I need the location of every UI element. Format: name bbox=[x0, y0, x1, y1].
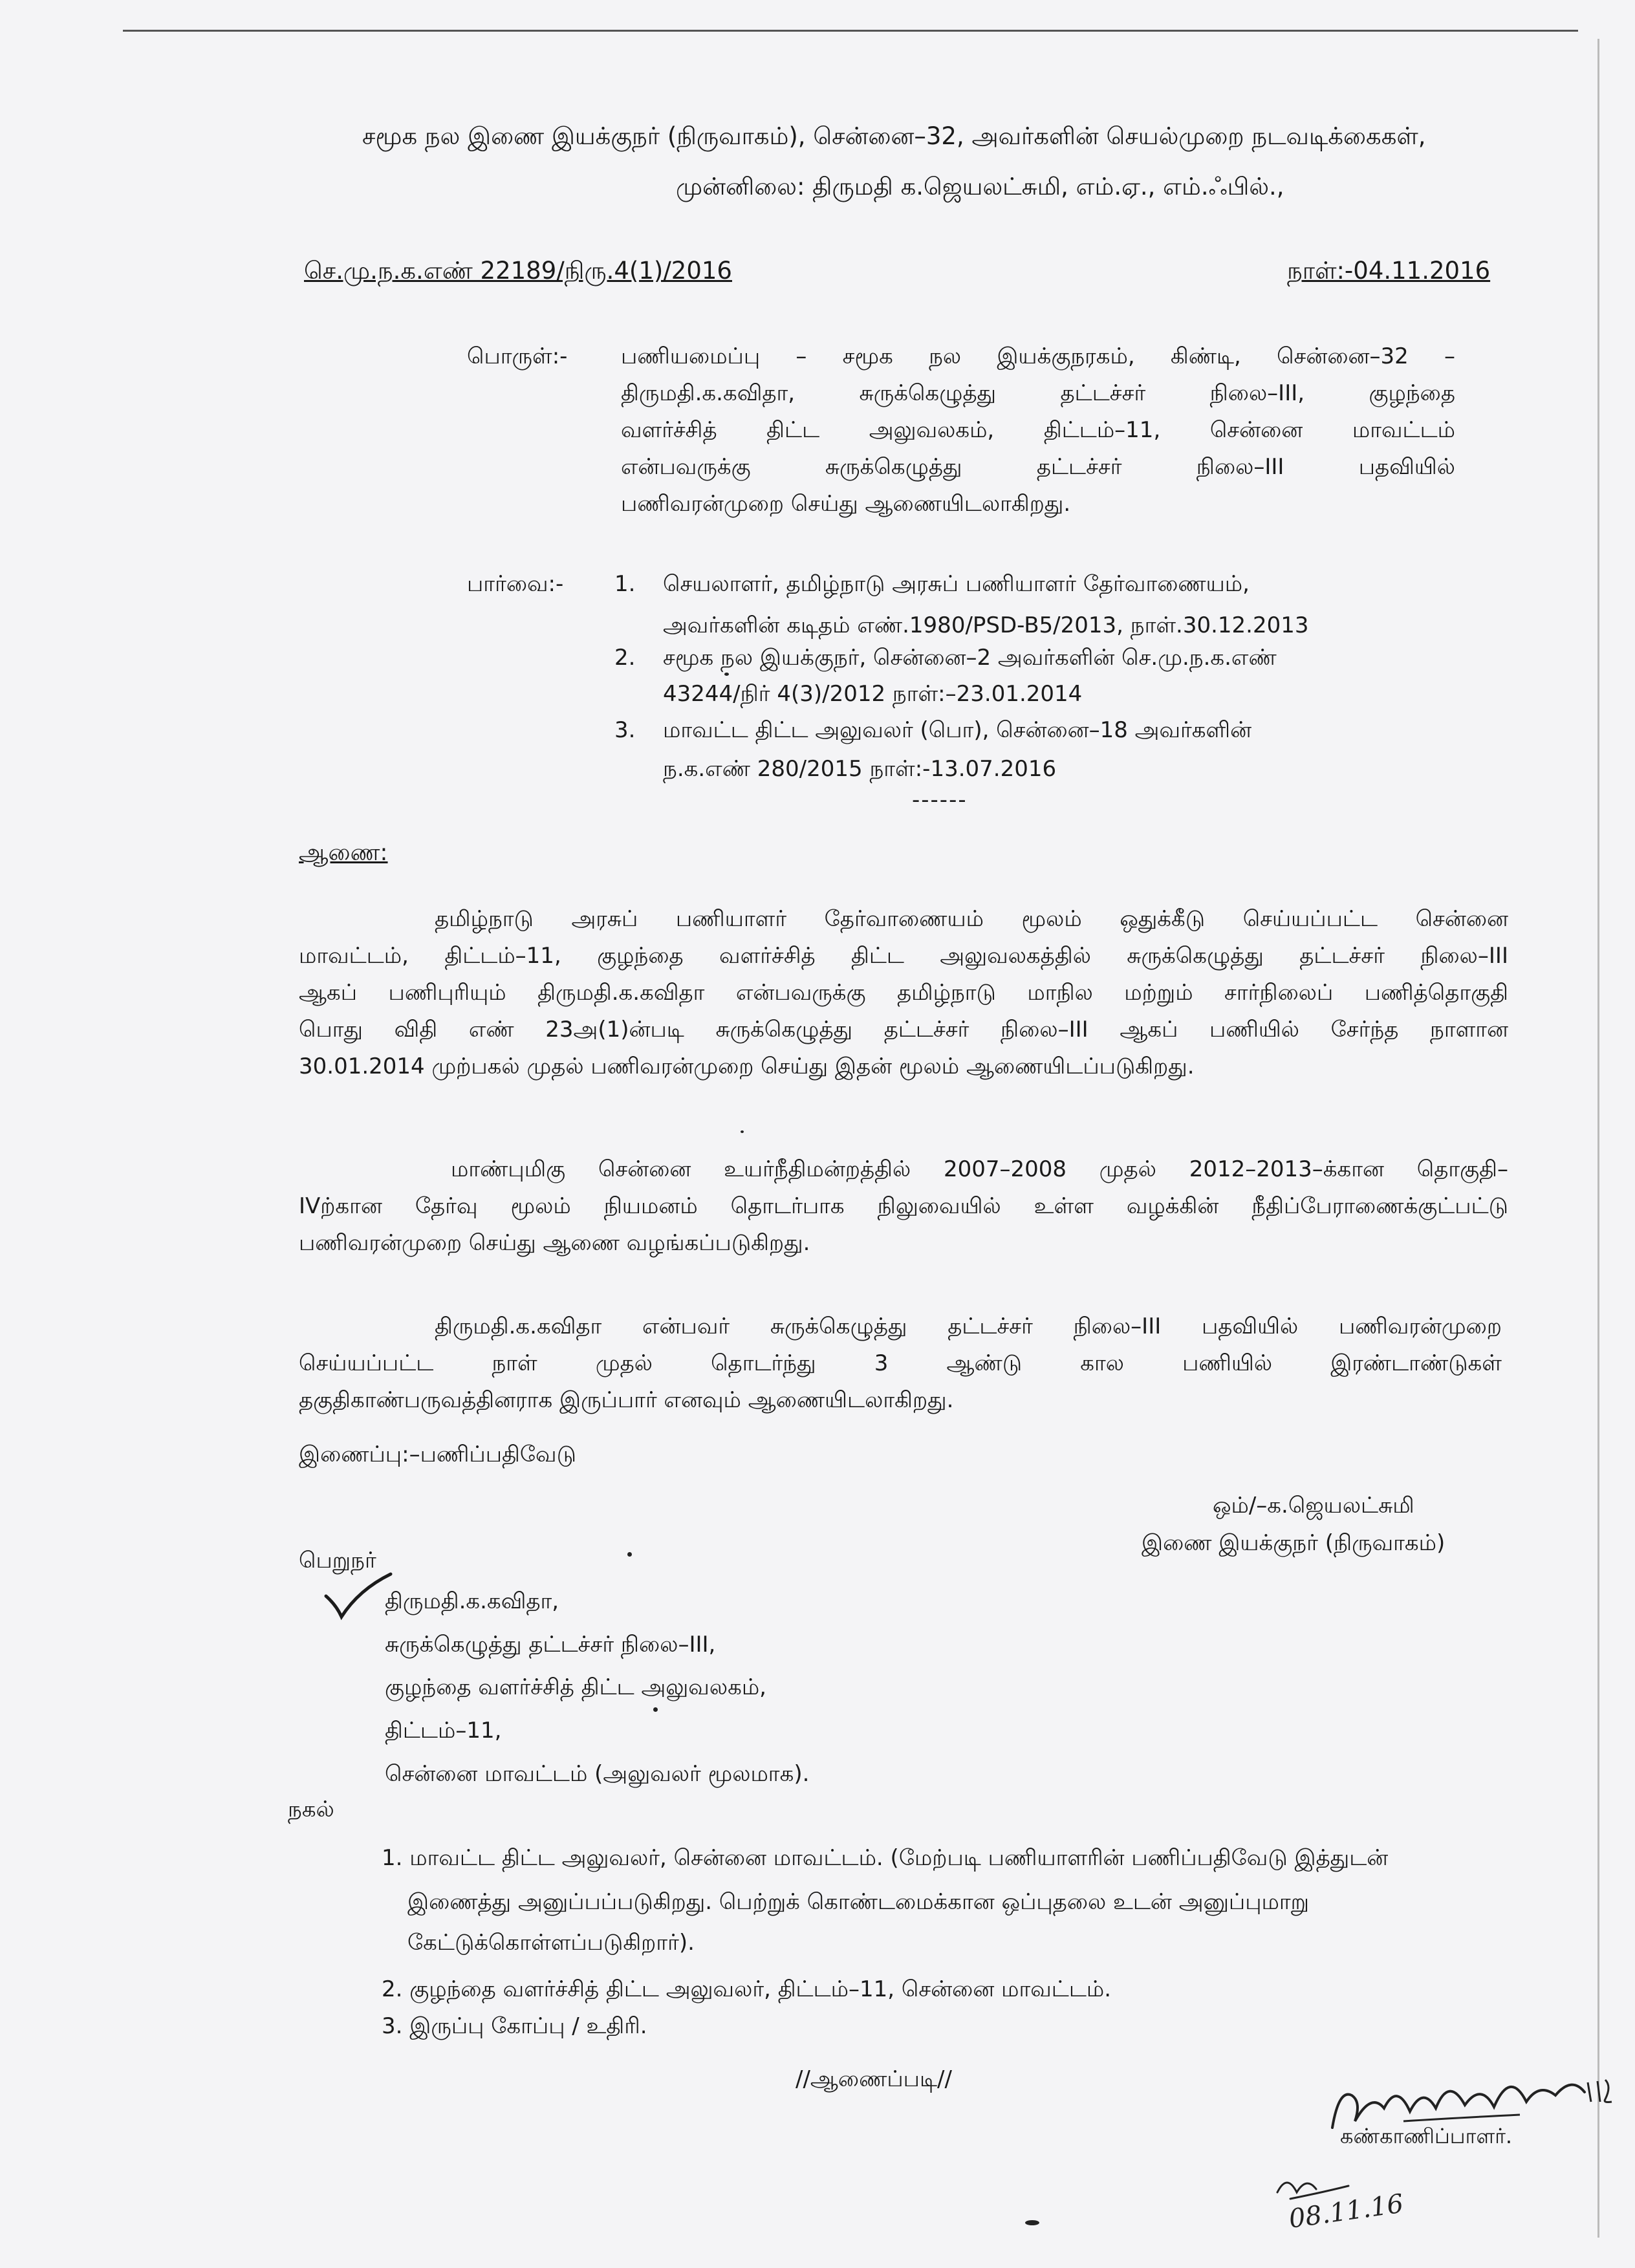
paragraph-line: தமிழ்நாடு அரசுப் பணியாளர் தேர்வாணையம் மூலம் ஒதுக்கீடு செய்யப்பட்ட சென்னை bbox=[435, 906, 1508, 932]
copy-footer: //ஆணைப்படி// bbox=[796, 2066, 952, 2092]
recipient-line: திட்டம்–11, bbox=[385, 1718, 502, 1744]
paragraph-line: செய்யப்பட்ட நாள் முதல் தொடர்ந்து 3 ஆண்டு கால பணியில் இரண்டாண்டுகள் bbox=[299, 1350, 1502, 1376]
copy-item-line: 3. இருப்பு கோப்பு / உதிரி. bbox=[382, 2013, 647, 2039]
order-paragraph-1 bbox=[299, 901, 1508, 1085]
copy-item-line: கேட்டுக்கொள்ளப்படுகிறார்). bbox=[407, 1930, 695, 1956]
recipient-label: பெறுநர் bbox=[299, 1548, 376, 1573]
paragraph-line: 30.01.2014 முற்பகல் முதல் பணிவரன்முறை செய்து இதன் மூலம் ஆணையிடப்படுகிறது. bbox=[299, 1053, 1195, 1079]
paragraph-line: ஆகப் பணிபுரியும் திருமதி.க.கவிதா என்பவருக்கு தமிழ்நாடு மாநில மற்றும் சார்நிலைப் பணித்தொகுதி bbox=[299, 980, 1508, 1006]
reference-item-line: செயலாளர், தமிழ்நாடு அரசுப் பணியாளர் தேர்வாணையம், bbox=[663, 571, 1250, 597]
order-title: ஆணை: bbox=[299, 839, 388, 866]
scan-speck bbox=[653, 1707, 658, 1712]
top-border-line bbox=[123, 30, 1578, 32]
subject-line: வளர்ச்சித் திட்ட அலுவலகம், திட்டம்–11, சென்னை மாவட்டம் bbox=[621, 417, 1455, 443]
reference-item-number: 1. bbox=[614, 571, 636, 597]
right-border-line bbox=[1597, 39, 1599, 2238]
recipient-line: சுருக்கெழுத்து தட்டச்சர் நிலை–III, bbox=[385, 1632, 716, 1658]
order-paragraph-2 bbox=[299, 1151, 1508, 1262]
paragraph-line: பொது விதி எண் 23அ(1)ன்படி சுருக்கெழுத்து தட்டச்சர் நிலை–III ஆகப் பணியில் சேர்ந்த நாளான bbox=[299, 1017, 1508, 1042]
reference-item-line: 43244/நிர் 4(3)/2012 நாள்:–23.01.2014 bbox=[663, 681, 1083, 707]
scan-speck bbox=[1025, 2220, 1039, 2225]
copy-item-line: 1. மாவட்ட திட்ட அலுவலர், சென்னை மாவட்டம். (மேற்படி பணியாளரின் பணிப்பதிவேடு இத்துடன் bbox=[382, 1845, 1389, 1871]
recipient-line: சென்னை மாவட்டம் (அலுவலர் மூலமாக). bbox=[385, 1761, 810, 1787]
subject-label: பொருள்:- bbox=[467, 343, 568, 369]
reference-item-line: மாவட்ட திட்ட அலுவலர் (பொ), சென்னை–18 அவர்களின் bbox=[663, 717, 1252, 743]
header-line-1: சமூக நல இணை இயக்குநர் (நிருவாகம்), சென்னை–32, அவர்களின் செயல்முறை நடவடிக்கைகள், bbox=[362, 122, 1426, 150]
subject-line: பணியமைப்பு – சமூக நல இயக்குநரகம், கிண்டி, சென்னை–32 – bbox=[621, 343, 1455, 369]
signatory-name: ஒம்/–க.ஜெயலட்சுமி bbox=[1213, 1493, 1414, 1518]
reference-item-number: 3. bbox=[614, 717, 636, 743]
recipient-line: திருமதி.க.கவிதா, bbox=[385, 1588, 559, 1614]
header-line-2: முன்னிலை: திருமதி க.ஜெயலட்சுமி, எம்.ஏ., எம்.ஃபில்., bbox=[676, 173, 1284, 200]
handwritten-initials bbox=[1271, 2166, 1426, 2238]
recipient-line: குழந்தை வளர்ச்சித் திட்ட அலுவலகம், bbox=[385, 1674, 766, 1700]
reference-date: நாள்:-04.11.2016 bbox=[1287, 257, 1491, 285]
subject-line: திருமதி.க.கவிதா, சுருக்கெழுத்து தட்டச்சர் நிலை–III, குழந்தை bbox=[621, 380, 1455, 406]
subject-line: பணிவரன்முறை செய்து ஆணையிடலாகிறது. bbox=[621, 491, 1071, 517]
checkmark-icon bbox=[323, 1571, 395, 1623]
reference-item-number: 2. bbox=[614, 645, 636, 671]
paragraph-line: IVற்கான தேர்வு மூலம் நியமனம் தொடர்பாக நிலுவையில் உள்ள வழக்கின் நீதிப்பேராணைக்குட்பட்டு bbox=[299, 1193, 1508, 1219]
handwritten-date: 08.11.16 bbox=[1286, 2188, 1405, 2234]
paragraph-line: மாண்புமிகு சென்னை உயர்நீதிமன்றத்தில் 2007–2008 முதல் 2012–2013–க்கான தொகுதி– bbox=[451, 1156, 1508, 1182]
reference-number: செ.மு.ந.க.எண் 22189/நிரு.4(1)/2016 bbox=[304, 257, 732, 285]
paragraph-line: தகுதிகாண்பருவத்தினராக இருப்பார் எனவும் ஆணையிடலாகிறது. bbox=[299, 1387, 954, 1413]
attestation-title: கண்காணிப்பாளர். bbox=[1340, 2124, 1513, 2148]
paragraph-line: பணிவரன்முறை செய்து ஆணை வழங்கப்படுகிறது. bbox=[299, 1230, 810, 1256]
handwritten-signature bbox=[1326, 2057, 1623, 2166]
subject-text bbox=[621, 338, 1455, 523]
copy-item-line: இணைத்து அனுப்பப்படுகிறது. பெற்றுக் கொண்டமைக்கான ஒப்புதலை உடன் அனுப்புமாறு bbox=[407, 1889, 1310, 1915]
reference-item-line: சமூக நல இயக்குநர், சென்னை–2 அவர்களின் செ.மு.ந.க.எண் bbox=[663, 645, 1277, 671]
order-paragraph-3 bbox=[299, 1308, 1502, 1419]
reference-item-line: ந.க.எண் 280/2015 நாள்:-13.07.2016 bbox=[663, 756, 1057, 782]
subject-line: என்பவருக்கு சுருக்கெழுத்து தட்டச்சர் நிலை–III பதவியில் bbox=[621, 454, 1455, 480]
copy-label: நகல் bbox=[288, 1797, 334, 1822]
scan-speck bbox=[627, 1552, 632, 1557]
enclosure: இணைப்பு:–பணிப்பதிவேடு bbox=[299, 1442, 576, 1467]
copy-item-line: 2. குழந்தை வளர்ச்சித் திட்ட அலுவலர், திட்டம்–11, சென்னை மாவட்டம். bbox=[382, 1976, 1112, 2002]
reference-item-line: அவர்களின் கடிதம் எண்.1980/PSD-B5/2013, நாள்.30.12.2013 bbox=[663, 612, 1309, 638]
reference-separator: ------ bbox=[912, 787, 968, 813]
scan-speck bbox=[741, 1130, 744, 1133]
paragraph-line: திருமதி.க.கவிதா என்பவர் சுருக்கெழுத்து தட்டச்சர் நிலை–III பதவியில் பணிவரன்முறை bbox=[435, 1313, 1502, 1339]
scan-speck bbox=[724, 673, 729, 676]
references-label: பார்வை:- bbox=[467, 571, 564, 597]
signatory-designation: இணை இயக்குநர் (நிருவாகம்) bbox=[1142, 1530, 1446, 1556]
paragraph-line: மாவட்டம், திட்டம்–11, குழந்தை வளர்ச்சித் திட்ட அலுவலகத்தில் சுருக்கெழுத்து தட்டச்சர் நிலை–III bbox=[299, 943, 1508, 969]
